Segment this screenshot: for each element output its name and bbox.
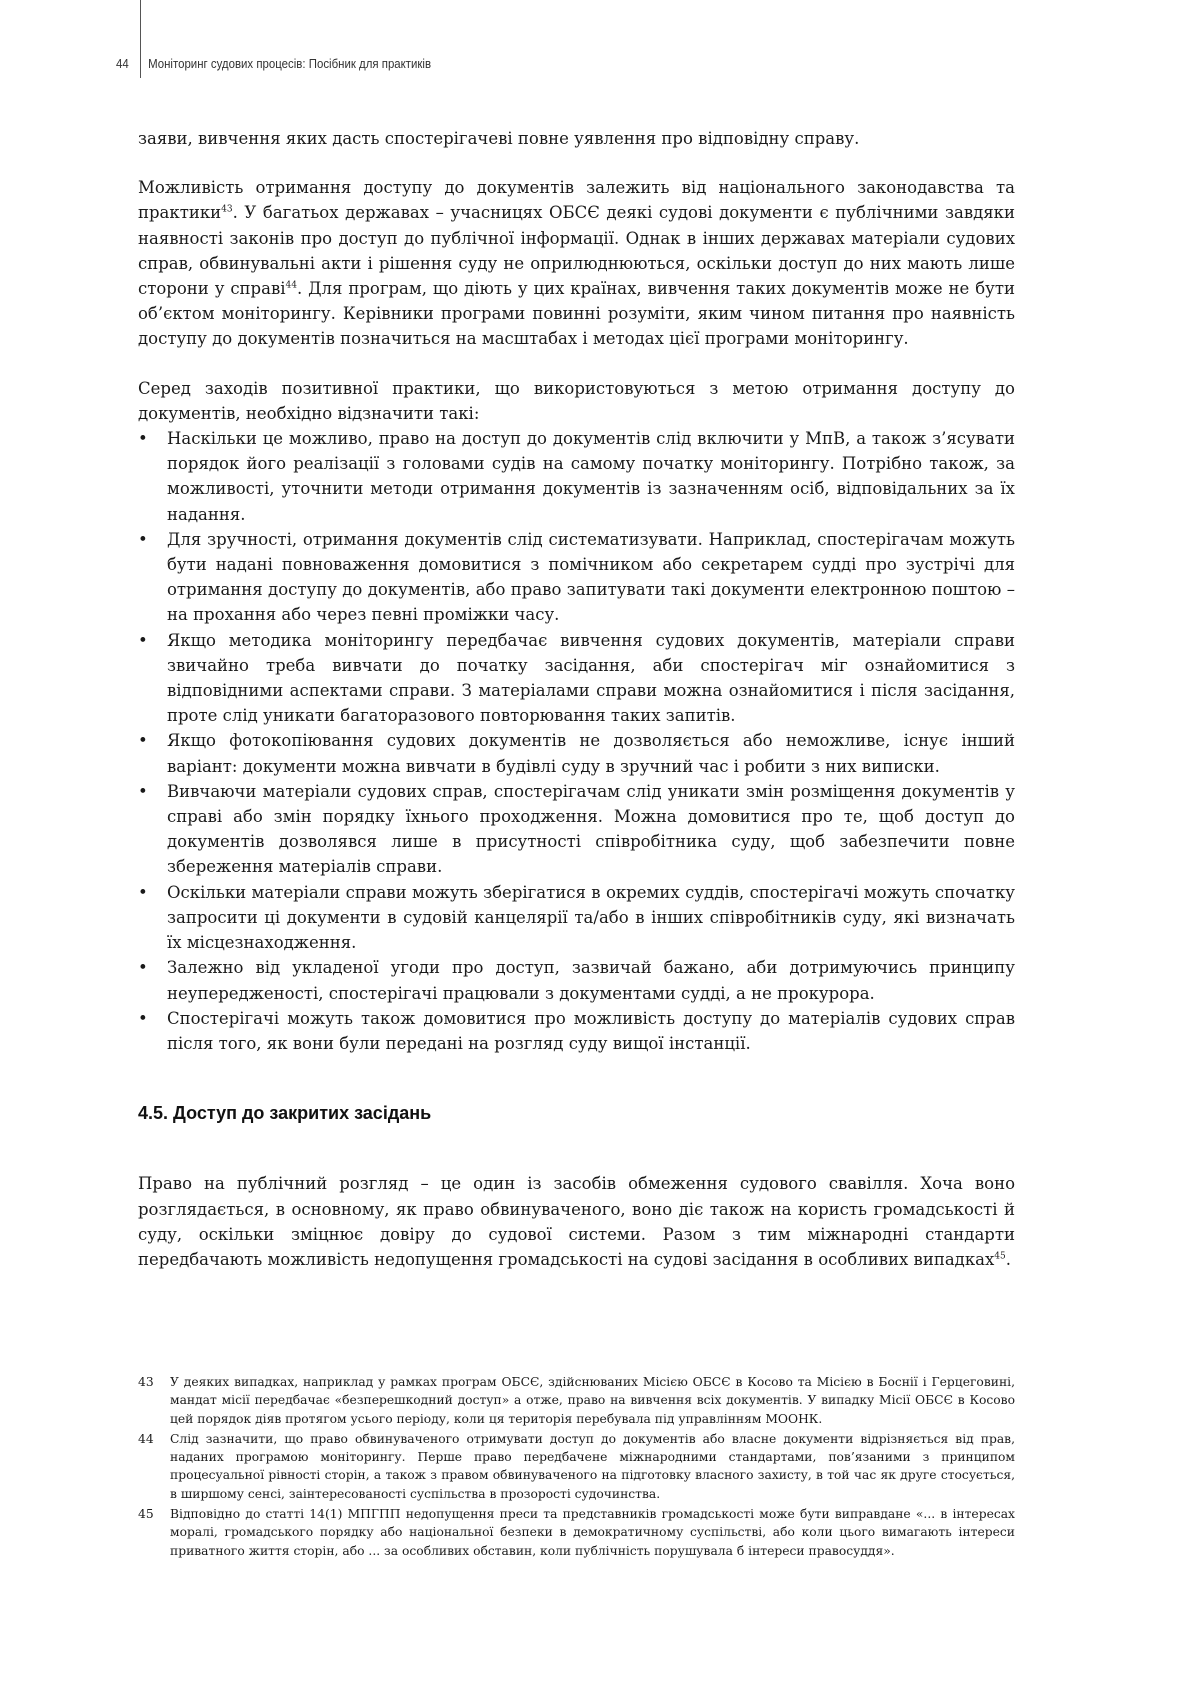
footnote-ref-45[interactable]: 45 (994, 1251, 1006, 1262)
footnotes (138, 1373, 1015, 1562)
list-item: • Спостерігачі можуть також домовитися про можливість доступу до матеріалів судових справ після того, як вони були передані на розгляд суду вищої інстанції. (138, 1006, 1015, 1056)
running-title: Моніторинг судових процесів: Посібник для практиків (148, 56, 432, 71)
footnote-ref-43[interactable]: 43 (221, 204, 233, 215)
footnote-text: У деяких випадках, наприклад у рамках програм ОБСЄ, здійснюваних Місією ОБСЄ в Косово та Місією в Боснії і Герцеговині, мандат місії передбачає «безперешкодний доступ» а отже, право на вивчення всіх документів. У випадку Місії ОБСЄ в Косово цей порядок діяв протягом усього періоду, коли ця територія перебувала під управлінням МООНК. (170, 1375, 1015, 1426)
footnote-number: 43 (138, 1375, 154, 1389)
paragraph-3: Серед заходів позитивної практики, що використовуються з метою отримання доступу до документів, необхідно відзначити такі: (138, 378, 1015, 423)
list-item: • Якщо методика моніторингу передбачає вивчення судових документів, матеріали справи звичайно треба вивчати до початку засідання, аби спостерігач міг ознайомитися з відповідними аспектами справи. З матеріалами справи можна ознайомитися і після засідання, проте слід уникати багаторазового повторювання таких запитів. (138, 628, 1015, 729)
paragraph-2: Можливість отримання доступу до документів залежить від національного законодавства та практики$^{43}$. У багатьох державах – учасницях ОБСЄ деякі судові документи є публічними завдяки наявності законів про доступ до публічної інформації. Однак в інших державах матеріали судових справ, обвинувальні акти і рішення суду не оприлюднюються, оскільки доступ до них мають лише сторони у справі$^{44}$. Для програм, що діють у цих країнах, вивчення таких документів може не бути об’єктом моніторингу. Керівники програми повинні розуміти, яким чином питання про наявність доступу до документів позначиться на масштабах і методах цієї програми моніторингу. (138, 178, 1015, 349)
running-header (116, 56, 431, 71)
paragraph-4: Право на публічний розгляд – це один із засобів обмеження судового свавілля. Хоча воно розглядається, в основному, як право обвинуваченого, воно діє також на користь громадськості й суду, оскільки зміцнює довіру до судової системи. Разом з тим міжнародні стандарти передбачають можливість недопущення громадськості на судові засідання в особливих випадках$^{45}$. (138, 1174, 1015, 1269)
footnote-number: 44 (138, 1431, 154, 1446)
footnote-number: 45 (138, 1507, 154, 1522)
main-content (138, 126, 1015, 1296)
paragraph-1: заяви, вивчення яких дасть спостерігачеві повне уявлення про відповідну справу. (138, 129, 860, 148)
list-item: • Оскільки матеріали справи можуть зберігатися в окремих суддів, спостерігачі можуть спочатку запросити ці документи в судовій канцелярії та/або в інших співробітників суду, які визначать їх місцезнаходження. (138, 880, 1015, 956)
footnote-45 (138, 1505, 1015, 1560)
list-item: • Вивчаючи матеріали судових справ, спостерігачам слід уникати змін розміщення документів у справі або змін порядку їхнього проходження. Можна домовитися про те, щоб доступ до документів дозволявся лише в присутності співробітника суду, щоб забезпечити повне збереження матеріалів справи. (138, 779, 1015, 880)
footnote-43 (138, 1373, 1015, 1428)
list-item: • Якщо фотокопіювання судових документів не дозволяється або неможливе, існує інший варіант: документи можна вивчати в будівлі суду в зручний час і робити з них виписки. (138, 728, 1015, 778)
footnote-ref-44[interactable]: 44 (285, 280, 297, 291)
section-heading: 4.5. Доступ до закритих засідань (138, 1103, 432, 1124)
footnote-44 (138, 1430, 1015, 1503)
list-item: • Для зручності, отримання документів слід систематизувати. Наприклад, спостерігачам можуть бути надані повноваження домовитися з помічником або секретарем судді про зустрічі для отримання доступу до документів, або право запитувати такі документи електронною поштою – на прохання або через певні проміжки часу. (138, 527, 1015, 628)
bullet-list (138, 426, 1015, 1056)
page-number: 44 (116, 56, 129, 71)
list-item: • Наскільки це можливо, право на доступ до документів слід включити у МпВ, а також з’ясувати порядок його реалізації з головами судів на самому початку моніторингу. Потрібно також, за можливості, уточнити методи отримання документів із зазначенням осіб, відповідальних за їх надання. (138, 426, 1015, 527)
list-item: • Залежно від укладеної угоди про доступ, зазвичай бажано, аби дотримуючись принципу неупередженості, спостерігачі працювали з документами судді, а не прокурора. (138, 955, 1015, 1005)
footnote-text: Відповідно до статті 14(1) МПГПП недопущення преси та представників громадськості може бути виправдане «... в інтересах моралі, громадського порядку або національної безпеки в демократичному суспільстві, або коли цього вимагають інтереси приватного життя сторін, або ... за особливих обставин, коли публічність порушувала б інтереси правосуддя». (170, 1507, 1015, 1558)
footnote-text: Слід зазначити, що право обвинуваченого отримувати доступ до документів або власне документи відрізняється від прав, наданих програмою моніторингу. Перше право передбачене міжнародними стандартами, пов’язаними з принципом процесуальної рівності сторін, а також з правом обвинуваченого на підготовку власного захисту, в той час як друге стосується, в ширшому сенсі, заінтересованості суспільства в прозорості судочинства. (170, 1431, 1015, 1501)
